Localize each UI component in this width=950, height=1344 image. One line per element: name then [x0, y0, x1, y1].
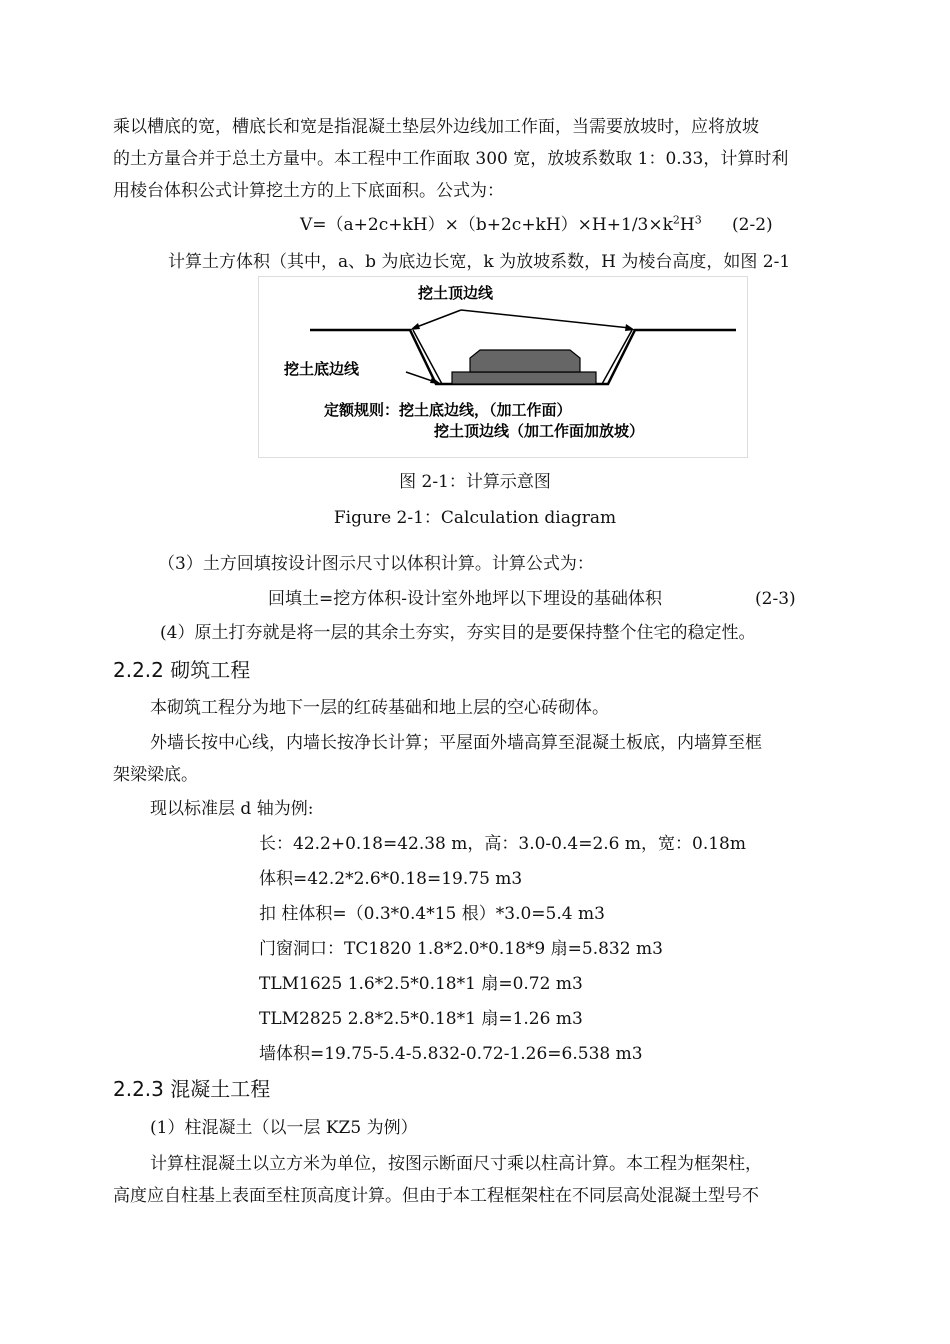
- section-heading: 2.2.3 混凝土工程: [113, 1077, 271, 1101]
- formula-number: (2-3): [755, 589, 796, 609]
- label-bottom-edge: 挖土底边线: [284, 360, 360, 378]
- formula-number: (2-2): [732, 215, 773, 235]
- paragraph-line: 本砌筑工程分为地下一层的红砖基础和地上层的空心砖砌体。: [150, 698, 609, 718]
- paragraph-line: 架梁梁底。: [113, 765, 198, 785]
- formula-superscript: 2: [672, 213, 680, 227]
- diagram-svg: [258, 276, 748, 458]
- paragraph-line: 的土方量合并于总土方量中。本工程中工作面取 300 宽，放坡系数取 1：0.33，计算时利: [113, 149, 789, 169]
- paragraph-line: 现以标准层 d 轴为例:: [150, 799, 314, 819]
- calc-line: 体积=42.2*2.6*0.18=19.75 m3: [259, 869, 523, 889]
- calc-line: 门窗洞口：TC1820 1.8*2.0*0.18*9 扇=5.832 m3: [259, 939, 663, 959]
- calc-line: 墙体积=19.75-5.4-5.832-0.72-1.26=6.538 m3: [259, 1044, 643, 1064]
- figure-caption-cn: 图 2-1：计算示意图: [399, 472, 551, 492]
- formula-2-3: 回填土=挖方体积-设计室外地坪以下埋设的基础体积: [268, 589, 662, 609]
- label-top-edge: 挖土顶边线: [418, 284, 494, 302]
- paragraph-line: 用棱台体积公式计算挖土方的上下底面积。公式为：: [113, 181, 504, 201]
- paragraph-line: (1）柱混凝土（以一层 KZ5 为例）: [150, 1118, 418, 1138]
- formula-2-2: [300, 213, 702, 237]
- paragraph-line: 高度应自柱基上表面至柱顶高度计算。但由于本工程框架柱在不同层高处混凝土型号不: [113, 1186, 759, 1206]
- base-slab: [452, 372, 596, 384]
- paragraph-line: (4）原土打夯就是将一层的其余土夯实，夯实目的是要保持整个住宅的稳定性。: [160, 623, 756, 643]
- paragraph-line: 计算柱混凝土以立方米为单位，按图示断面尺寸乘以柱高计算。本工程为框架柱，: [150, 1154, 762, 1174]
- rule-line-1: 定额规则：挖土底边线，（加工作面）: [324, 401, 572, 419]
- formula-superscript: 3: [694, 213, 702, 227]
- calc-line: TLM1625 1.6*2.5*0.18*1 扇=0.72 m3: [259, 974, 583, 994]
- paragraph-line: 外墙长按中心线，内墙长按净长计算；平屋面外墙高算至混凝土板底，内墙算至框: [150, 733, 762, 753]
- formula-text: V=（a+2c+kH）×（b+2c+kH）×H+1/3×k: [300, 215, 673, 235]
- section-heading: 2.2.2 砌筑工程: [113, 658, 251, 682]
- figure-caption-en: Figure 2-1：Calculation diagram: [333, 508, 617, 528]
- paragraph-line: 计算土方体积（其中，a、b 为底边长宽，k 为放坡系数，H 为棱台高度，如图 2-1: [168, 252, 791, 272]
- formula-text: H: [679, 215, 695, 235]
- calc-line: 扣 柱体积=（0.3*0.4*15 根）*3.0=5.4 m3: [259, 904, 605, 924]
- calc-line: 长：42.2+0.18=42.38 m，高：3.0-0.4=2.6 m，宽：0.18m: [259, 834, 746, 854]
- excavation-diagram: [258, 276, 748, 458]
- paragraph-line: （3）土方回填按设计图示尺寸以体积计算。计算公式为：: [158, 554, 594, 574]
- calc-line: TLM2825 2.8*2.5*0.18*1 扇=1.26 m3: [259, 1009, 583, 1029]
- paragraph-line: 乘以槽底的宽，槽底长和宽是指混凝土垫层外边线加工作面，当需要放坡时，应将放坡: [113, 117, 759, 137]
- foundation-block: [470, 350, 580, 372]
- rule-line-2: 挖土顶边线（加工作面加放坡）: [434, 422, 645, 440]
